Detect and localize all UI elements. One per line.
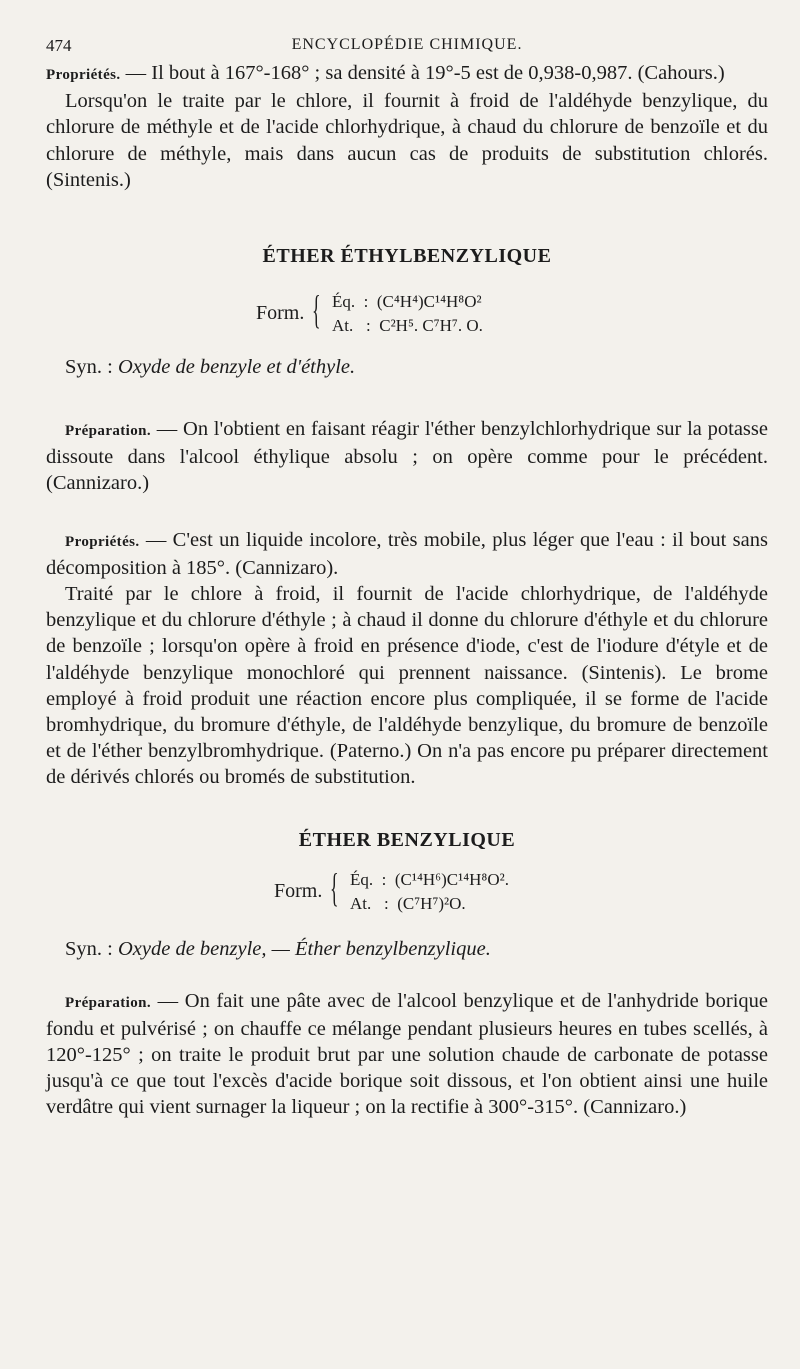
paragraph-preparation [46,988,768,1121]
paragraph-chlore-reaction: Traité par le chlore à froid, il fournit de l'acide chlorhydrique, de l'aldéhyde benzylique et du chlorure d'éthyle ; à chaud il donne du chlorure d'éthyle et du chlorure de benzoïle ; lorsqu'on opère à froid en présence d'iode, c'est de l'iodure d'étyle et de l'aldéhyde benzylique monochloré qui prennent naissance. (Sintenis). Le brome employé à froid produit une réaction encore plus compliquée, il se forme de l'acide bromhydrique, du bromure d'éthyle, de l'aldéhyde benzylique, du bromure de benzoïle et de l'éther benzylbromhydrique. (Paterno.) On n'a pas encore pu préparer directement de dérivés chlorés ou bromés de substitution. [46,583,768,789]
paragraph-properties-intro [46,60,768,88]
paragraph-properties [46,527,768,581]
section-title-ether-benzylique: ÉTHER BENZYLIQUE [298,828,516,851]
eq-formula: (C⁴H⁴)C¹⁴H⁸O² [376,292,482,312]
page-header [46,30,768,60]
lead-preparation: Préparation. [65,994,152,1011]
colon: : [366,316,371,336]
colon: : [384,893,389,913]
eq-label: Éq. [332,292,356,312]
brace: { [330,864,339,910]
formula-block-ethylbenzylique [46,288,768,344]
at-label: At. [332,316,354,336]
lead-properties: Propriétés. [46,67,121,83]
lead-properties: Propriétés. [65,533,140,550]
running-head: ENCYCLOPÉDIE CHIMIQUE. [291,36,523,53]
colon: : [381,869,387,889]
eq-formula: (C¹⁴H⁶)C¹⁴H⁸O². [394,869,509,889]
paragraph-text: — Il bout à 167°-168° ; sa densité à 19°-5 est de 0,938-0,987. (Cahours.) [120,62,725,84]
form-label: Form. [274,879,323,902]
paragraph-text: — On fait une pâte avec de l'alcool benzylique et de l'anhydride borique fondu et pulvérisé ; on chauffe ce mélange pendant plusieurs heures en tubes scellés, à 120°-125° ; on traite le produit brut par une solution chaude de carbonate de potasse jusqu'à ce que tout l'excès d'acide borique soit dissous, et l'on obtient ainsi une huile verdâtre qui vient surnager la liqueur ; on la rectifie à 300°-315°. (Cannizaro.) [46,989,768,1119]
formula-block-benzylique [46,866,768,922]
colon: : [363,292,369,312]
paragraph-chlore: Lorsqu'on le traite par le chlore, il fournit à froid de l'aldéhyde benzylique, du chlorure de méthyle et de l'acide chlorhydrique, à chaud du chlorure de benzoïle et du chlorure de méthyle, mais dans aucun cas de produits de substitution chlorés. (Sintenis.) [46,90,768,191]
page [46,30,768,1121]
paragraph-text: — C'est un liquide incolore, très mobile, plus léger que l'eau : il bout sans décomposition à 185°. (Cannizaro). [46,528,768,579]
paragraph-text: — On l'obtient en faisant réagir l'éther benzylchlorhydrique sur la potasse dissoute dans l'alcool éthylique absolu ; on opère comme pour le précédent. (Cannizaro.) [46,418,768,495]
eq-label: Éq. [350,869,374,889]
paragraph-preparation [46,416,768,497]
at-formula: (C⁷H⁷)²O. [397,893,466,913]
at-label: At. [350,893,372,913]
synonym-line [46,354,768,380]
brace: { [312,287,321,333]
formula-eq-row [350,870,509,890]
syn-label: Syn. : [65,937,113,960]
syn-label: Syn. : [65,356,113,379]
formula-at-row [332,316,483,336]
syn-value: Oxyde de benzyle et d'éthyle. [117,356,356,379]
form-label: Form. [256,302,305,325]
section-title-ether-ethylbenzylique: ÉTHER ÉTHYLBENZYLIQUE [262,245,552,268]
lead-preparation: Préparation. [65,423,152,440]
syn-value: Oxyde de benzyle, — Éther benzylbenzylique. [117,937,491,960]
page-number: 474 [46,36,72,55]
formula-at-row [350,894,466,914]
formula-eq-row [332,292,482,312]
synonym-line [46,936,768,962]
at-formula: C²H⁵. C⁷H⁷. O. [379,316,483,336]
